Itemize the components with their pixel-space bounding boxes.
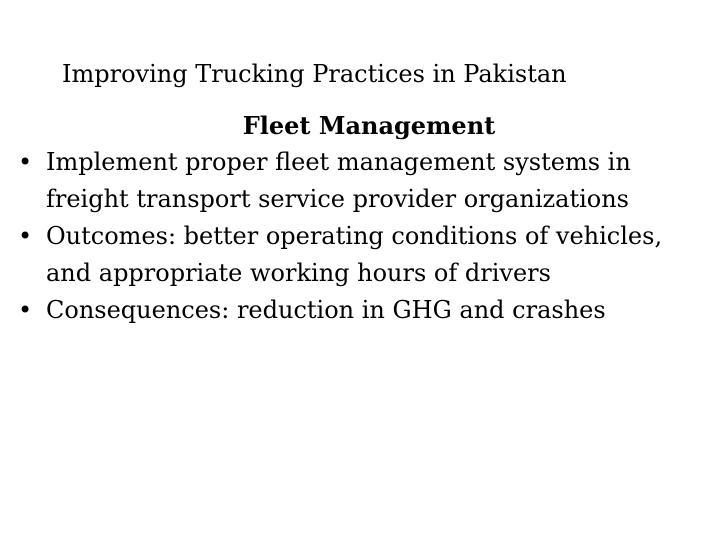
slide-title: Improving Trucking Practices in Pakistan	[62, 60, 567, 88]
slide-body	[18, 108, 698, 329]
bullet-text: Implement proper fleet management systems in freight transport service provider organizations	[46, 148, 631, 213]
bullet-icon: •	[18, 148, 33, 176]
bullet-icon: •	[18, 222, 33, 250]
bullet-icon: •	[18, 296, 33, 324]
bullet-item	[18, 218, 698, 292]
section-heading: Fleet Management	[242, 111, 496, 140]
bullet-item	[18, 144, 698, 218]
bullet-list	[18, 144, 698, 329]
bullet-item	[18, 292, 698, 329]
bullet-text: Consequences: reduction in GHG and crashes	[46, 296, 606, 324]
bullet-text: Outcomes: better operating conditions of vehicles, and appropriate working hours of drivers	[46, 222, 663, 287]
